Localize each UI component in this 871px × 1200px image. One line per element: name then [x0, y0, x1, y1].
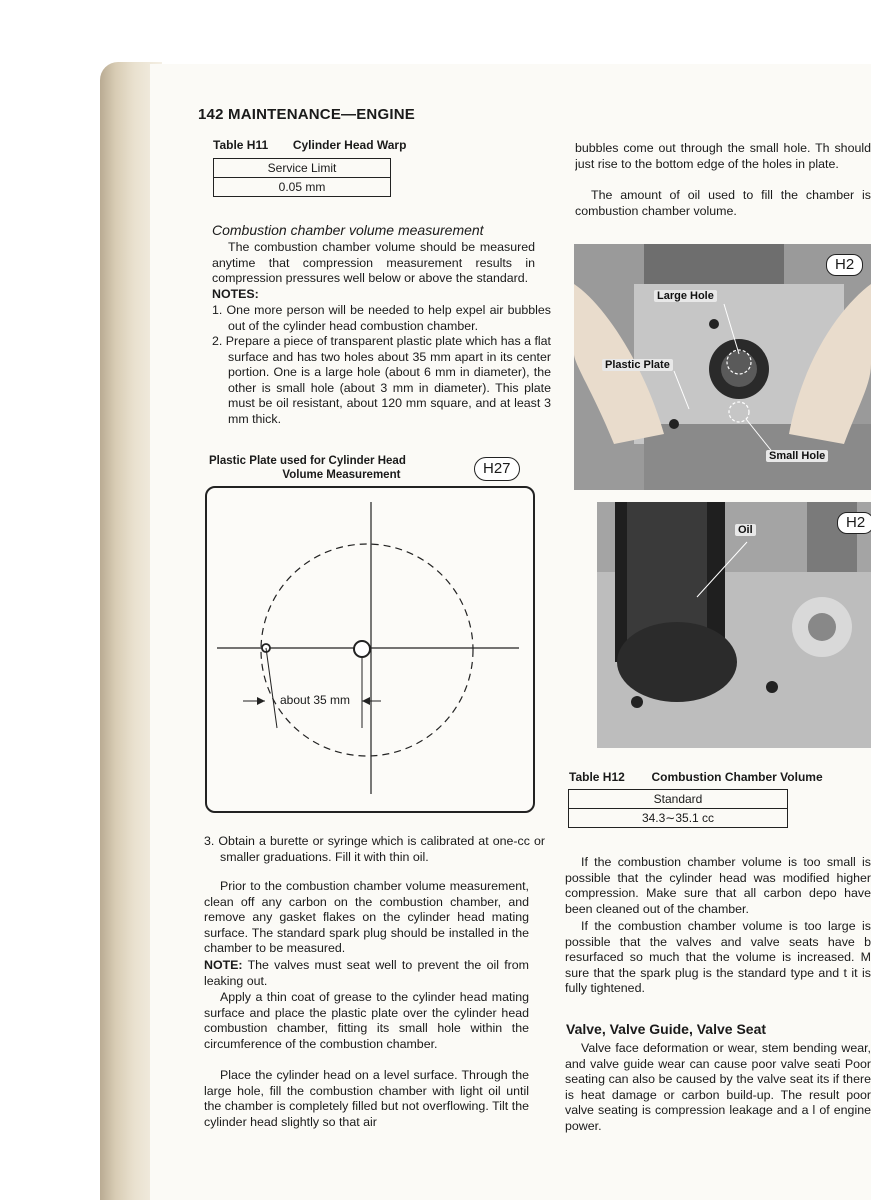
bolt-hole-b	[766, 681, 778, 693]
dim-arrowhead-right	[362, 697, 370, 705]
note-paragraph	[204, 958, 529, 989]
note-1: 1. One more person will be needed to help expel air bubbles out of the cylinder head combustion chamber.	[212, 303, 551, 333]
table-h11-value: 0.05 mm	[278, 180, 326, 194]
table-h11-label: Table H11	[213, 138, 269, 152]
table-h12-header: Standard	[569, 790, 787, 809]
note-label: NOTE:	[204, 958, 243, 972]
table-h12	[568, 789, 788, 828]
bolt-hole-a	[631, 696, 643, 708]
table-h11-header: Service Limit	[214, 159, 390, 178]
callout-large-hole: Large Hole	[654, 290, 717, 302]
figure-h27-caption-line1: Plastic Plate used for Cylinder Head	[209, 455, 406, 467]
large-hole	[354, 641, 370, 657]
page-header: 142 MAINTENANCE—ENGINE	[198, 106, 415, 123]
photo-h28-badge: H2	[826, 254, 863, 276]
notes-label: NOTES:	[212, 287, 259, 301]
photo-h29-illustration	[597, 502, 871, 748]
para-apply: Apply a thin coat of grease to the cylinder head mating surface and place the plastic plate over the cylinder head combustion chamber, fitting its small hole within the circumference of the combustion chamber.	[204, 990, 529, 1051]
adjacent-valve	[808, 613, 836, 641]
plastic-plate-drawing	[207, 488, 533, 811]
bolt-hole-1	[669, 419, 679, 429]
para-place: Place the cylinder head on a level surface. Through the large hole, fill the combustion chamber with light oil until the chamber is completely filled but not overflowing. Tilt the cylinder head slightly so that air	[204, 1068, 529, 1129]
table-h12-label: Table H12	[569, 770, 625, 784]
figure-h27-badge: H27	[474, 457, 520, 481]
figure-h27-caption-line2: Volume Measurement	[282, 469, 401, 481]
right-top-para2: The amount of oil used to fill the chamber is combustion chamber volume.	[575, 188, 871, 218]
callout-plastic-plate: Plastic Plate	[602, 359, 673, 371]
callout-oil: Oil	[735, 524, 756, 536]
combustion-chamber	[617, 622, 737, 702]
note-text: The valves must seat well to prevent the oil from leaking out.	[204, 958, 529, 988]
table-h12-title: Combustion Chamber Volume	[651, 770, 823, 784]
table-h11	[213, 158, 391, 197]
table-h11-title: Cylinder Head Warp	[292, 138, 407, 152]
right-para-large: If the combustion chamber volume is too large is possible that the valves and valve seats have b resurfaced so much that the volume is increased. M sure that the spark plug is the standard type and t it is fully tightened.	[565, 919, 871, 996]
table-h12-value: 34.3∼35.1 cc	[641, 811, 715, 825]
table-h11-caption	[213, 138, 406, 152]
note-2: 2. Prepare a piece of transparent plastic plate which has a flat surface and has two holes about 35 mm apart in its center portion. One is a large hole (about 6 mm in diameter), the other is small hole (about 3 mm in diameter). This plate must be oil resistant, about 120 mm square, and at least 3 mm thick.	[212, 334, 551, 426]
combustion-heading: Combustion chamber volume measurement	[212, 222, 484, 238]
valve-paragraph: Valve face deformation or wear, stem bending wear, and valve guide wear can cause poor valve seati Poor seating can also be caused by the valve seat its if there is heat damage or carbon build-up. The result poor valve seating is compression leakage and a l of engine power.	[565, 1041, 871, 1133]
callout-small-hole: Small Hole	[766, 450, 828, 462]
table-h12-caption	[569, 770, 823, 784]
dim-arrowhead-left	[257, 697, 265, 705]
spark-plug	[721, 351, 757, 387]
photo-h29	[597, 502, 871, 748]
photo-h29-badge: H2	[837, 512, 871, 534]
dimension-label: about 35 mm	[280, 693, 351, 707]
valve-heading: Valve, Valve Guide, Valve Seat	[566, 1021, 767, 1037]
right-para-small: If the combustion chamber volume is too small is possible that the cylinder head was modified higher compression. Make sure that all carbon depo have been cleaned out of the chamber.	[565, 855, 871, 916]
right-top-para1: bubbles come out through the small hole. Th should just rise to the bottom edge of the holes in plate.	[575, 141, 871, 171]
combustion-intro: The combustion chamber volume should be measured anytime that compression measurement results in compression pressures well below or above the standard.	[212, 240, 535, 286]
photo-h28	[574, 244, 871, 490]
step-3: 3. Obtain a burette or syringe which is calibrated at one-cc or smaller graduations. Fill it with thin oil.	[204, 834, 545, 864]
para-prior: Prior to the combustion chamber volume measurement, clean off any carbon on the combustion chamber, and remove any gasket flakes on the cylinder head mating surface. The standard spark plug should be installed in the chamber to be measured.	[204, 879, 529, 956]
figure-h27-caption	[209, 454, 406, 482]
figure-h27-diagram	[205, 486, 535, 813]
bolt-hole-2	[709, 319, 719, 329]
